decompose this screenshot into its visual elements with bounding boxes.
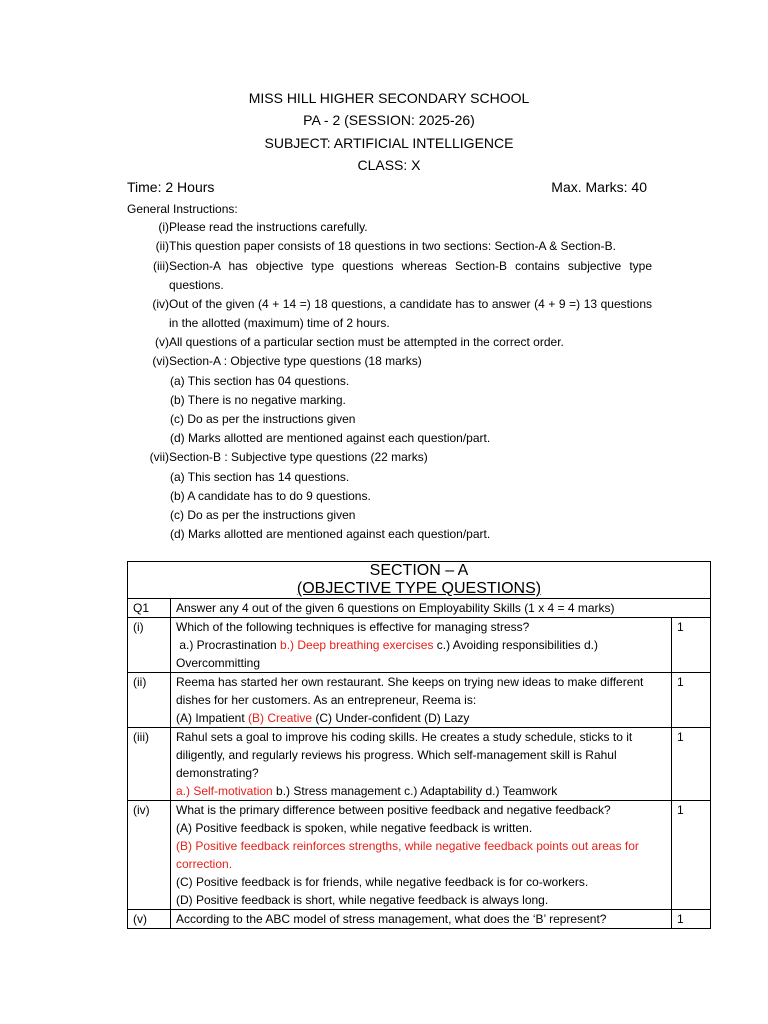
option-text: b.) Stress management c.) Adaptability d.) Teamwork [272,784,558,798]
instruction-text: Please read the instructions carefully. [169,220,368,234]
instruction-number: (vii) [149,450,169,464]
question-row [128,618,711,673]
exam-title: PA - 2 (SESSION: 2025-26) [303,112,475,128]
class-title: CLASS: X [357,157,421,173]
max-marks-label: Max. Marks: 40 [551,179,647,195]
option-d: (D) Positive feedback is short, while negative feedback is always long. [176,893,549,907]
section-a-point: (c) Do as per the instructions given [170,412,356,426]
section-a-point: (b) There is no negative marking. [170,393,346,407]
instruction-text: Section-B : Subjective type questions (22 marks) [169,450,428,464]
correct-answer: (B) Positive feedback reinforces strengths, while negative feedback points out areas for correction. [176,839,639,871]
question-number: (v) [128,910,171,929]
instruction-item [127,448,652,467]
instruction-text: Section-A : Objective type questions (18 marks) [169,354,422,368]
instruction-item [127,295,652,333]
section-b-point: (b) A candidate has to do 9 questions. [170,489,371,503]
correct-answer: a.) Self-motivation [176,784,273,798]
instruction-item [127,352,652,371]
instruction-number: (iv) [152,297,169,311]
question-text: What is the primary difference between positive feedback and negative feedback? [176,803,611,817]
question-number: (ii) [128,673,171,728]
instruction-text: All questions of a particular section must be attempted in the correct order. [169,335,564,349]
section-b-point: (d) Marks allotted are mentioned against each question/part. [170,527,491,541]
question-body [171,728,672,801]
question-row [128,801,711,910]
question-body [171,801,672,910]
school-name: MISS HILL HIGHER SECONDARY SCHOOL [248,90,530,106]
question-body [171,618,672,673]
question-number: Q1 [128,599,171,618]
general-instructions-title: General Instructions: [127,202,238,216]
question-row [128,728,711,801]
option-a: (A) Positive feedback is spoken, while negative feedback is written. [176,821,533,835]
instruction-number: (vi) [152,354,169,368]
option-text: c.) Avoiding responsibilities d.) Overcommitting [176,638,598,670]
question-marks: 1 [672,618,711,673]
section-a-header [128,562,711,599]
question-number: (iv) [128,801,171,910]
question-marks: 1 [672,801,711,910]
question-text: Reema has started her own restaurant. She keeps on trying new ideas to make different dishes for her customers. As an entrepreneur, Reema is: [176,675,644,707]
option-c: (C) Positive feedback is for friends, while negative feedback is for co-workers. [176,875,589,889]
question-options [176,782,666,800]
option-text: (C) Under-confident (D) Lazy [312,711,470,725]
time-marks-row [127,179,647,195]
question-text: Which of the following techniques is effective for managing stress? [176,620,530,634]
section-a-header-row [128,562,711,599]
instruction-item [127,333,652,352]
option-text: a.) Procrastination [176,638,281,652]
question-marks: 1 [672,673,711,728]
question-options [176,709,666,727]
question-text: According to the ABC model of stress management, what does the ‘B’ represent? [171,910,672,929]
instruction-item [127,218,652,237]
instruction-text: This question paper consists of 18 questions in two sections: Section-A & Section-B. [169,239,616,253]
option-text: (A) Impatient [176,711,249,725]
question-group-text: Answer any 4 out of the given 6 questions on Employability Skills (1 x 4 = 4 marks) [171,599,711,618]
instruction-item [127,237,652,256]
question-row [128,673,711,728]
question-marks: 1 [672,728,711,801]
instruction-number: (v) [155,335,169,349]
instruction-number: (iii) [153,259,169,273]
question-body [171,673,672,728]
question-text: Rahul sets a goal to improve his coding skills. He creates a study schedule, sticks to it diligently, and regularly reviews his progress. Which self-management skill is Rahul demonstrating? [176,730,633,780]
question-options [176,636,666,672]
section-a-title: SECTION – A [369,562,469,579]
time-label: Time: 2 Hours [127,179,215,195]
question-group-row [128,599,711,618]
instruction-item [127,257,652,295]
question-row [128,910,711,929]
instruction-text: Section-A has objective type questions whereas Section-B contains subjective type questions. [169,259,652,293]
section-a-point: (d) Marks allotted are mentioned against each question/part. [170,431,491,445]
instruction-number: (ii) [155,239,169,253]
section-b-point: (c) Do as per the instructions given [170,508,356,522]
section-a-subtitle: (OBJECTIVE TYPE QUESTIONS) [296,580,542,597]
correct-answer: b.) Deep breathing exercises [280,638,434,652]
question-number: (iii) [128,728,171,801]
instruction-text: Out of the given (4 + 14 =) 18 questions, a candidate has to answer (4 + 9 =) 13 questions in the allotted (maximum) time of 2 hours. [169,297,652,331]
section-b-point: (a) This section has 14 questions. [170,470,350,484]
section-a-point: (a) This section has 04 questions. [170,374,350,388]
question-marks: 1 [672,910,711,929]
correct-answer: (B) Creative [248,711,313,725]
question-number: (i) [128,618,171,673]
subject-title: SUBJECT: ARTIFICIAL INTELLIGENCE [264,135,514,151]
instruction-number: (i) [158,220,169,234]
section-a-table [127,561,711,929]
